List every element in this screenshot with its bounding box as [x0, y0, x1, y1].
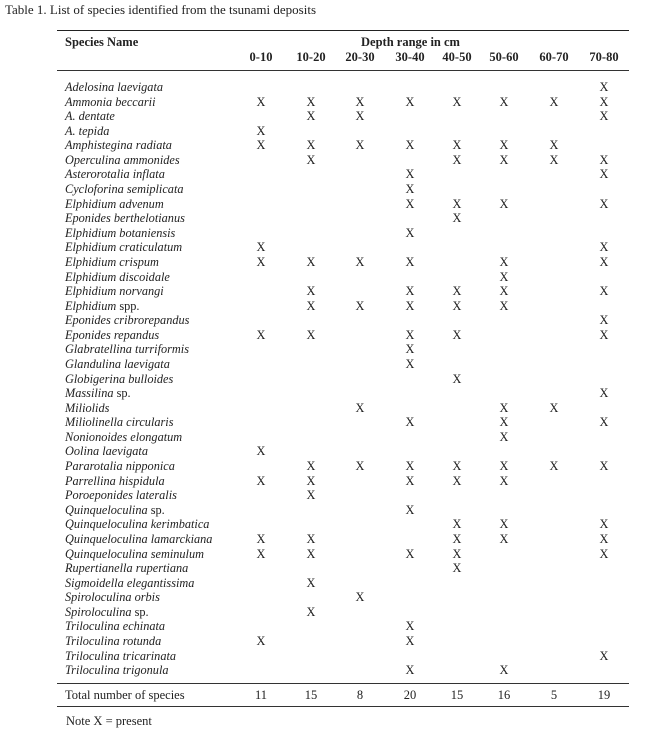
present-mark: X — [549, 152, 559, 167]
species-name — [65, 386, 131, 401]
species-name — [65, 459, 175, 474]
table-row — [57, 109, 629, 124]
total-count: 11 — [254, 687, 268, 702]
present-mark: X — [499, 663, 509, 678]
present-mark: X — [256, 138, 266, 153]
species-scientific-name: A. dentate — [65, 109, 115, 124]
table-row — [57, 634, 629, 649]
present-mark: X — [452, 211, 462, 226]
species-scientific-name: Amphistegina radiata — [65, 138, 172, 153]
table-row — [57, 649, 629, 664]
table-row — [57, 459, 629, 474]
totals-row — [57, 684, 629, 706]
species-rows — [57, 71, 629, 683]
species-scientific-name: Elphidium crispum — [65, 254, 159, 269]
table-row — [57, 226, 629, 241]
present-mark: X — [355, 590, 365, 605]
species-scientific-name: Spiroloculina orbis — [65, 590, 160, 605]
present-mark: X — [599, 415, 609, 430]
species-scientific-name: Spiroloculina — [65, 604, 132, 619]
table-row — [57, 211, 629, 226]
species-name-header: Species Name — [65, 35, 139, 49]
table-row — [57, 401, 629, 416]
species-name — [65, 401, 109, 416]
total-count: 20 — [403, 687, 417, 702]
present-mark: X — [405, 459, 415, 474]
species-scientific-name: Eponides berthelotianus — [65, 211, 185, 226]
species-scientific-name: Triloculina rotunda — [65, 633, 162, 648]
species-name — [65, 80, 163, 95]
table-row — [57, 342, 629, 357]
totals-label: Total number of species — [65, 687, 185, 702]
species-scientific-name: Elphidium craticulatum — [65, 240, 183, 255]
present-mark: X — [256, 240, 266, 255]
present-mark: X — [549, 94, 559, 109]
present-mark: X — [355, 94, 365, 109]
present-mark: X — [405, 473, 415, 488]
table-row — [57, 284, 629, 299]
species-name — [65, 124, 109, 139]
species-scientific-name: Elphidium discoidale — [65, 269, 170, 284]
table-row — [57, 270, 629, 285]
present-mark: X — [405, 327, 415, 342]
species-name — [65, 605, 149, 620]
present-mark: X — [452, 94, 462, 109]
present-mark: X — [405, 298, 415, 313]
present-mark: X — [306, 459, 316, 474]
present-mark: X — [306, 152, 316, 167]
species-name — [65, 430, 182, 445]
depth-column-header: 50-60 — [489, 50, 519, 64]
species-suffix: spp. — [116, 298, 140, 313]
present-mark: X — [405, 196, 415, 211]
present-mark: X — [549, 400, 559, 415]
total-count: 15 — [304, 687, 318, 702]
depth-column-header: 30-40 — [395, 50, 425, 64]
species-scientific-name: Quinqueloculina — [65, 502, 148, 517]
table-row — [57, 328, 629, 343]
species-name — [65, 167, 165, 182]
species-name — [65, 634, 161, 649]
present-mark: X — [405, 546, 415, 561]
present-mark: X — [452, 561, 462, 576]
depth-column-header: 70-80 — [589, 50, 619, 64]
present-mark: X — [405, 225, 415, 240]
present-mark: X — [405, 502, 415, 517]
species-table — [57, 30, 629, 707]
present-mark: X — [452, 298, 462, 313]
present-mark: X — [256, 327, 266, 342]
present-mark: X — [599, 94, 609, 109]
species-scientific-name: Globigerina bulloides — [65, 371, 174, 386]
present-mark: X — [499, 254, 509, 269]
species-name — [65, 619, 165, 634]
table-row — [57, 357, 629, 372]
present-mark: X — [499, 400, 509, 415]
present-mark: X — [499, 298, 509, 313]
table-row — [57, 605, 629, 620]
present-mark: X — [499, 269, 509, 284]
present-mark: X — [306, 327, 316, 342]
table-row — [57, 80, 629, 95]
table-row — [57, 503, 629, 518]
present-mark: X — [599, 254, 609, 269]
present-mark: X — [405, 182, 415, 197]
species-name — [65, 109, 115, 124]
present-mark: X — [405, 663, 415, 678]
present-mark: X — [355, 254, 365, 269]
total-count: 19 — [597, 687, 611, 702]
present-mark: X — [306, 298, 316, 313]
present-mark: X — [499, 152, 509, 167]
present-mark: X — [599, 648, 609, 663]
present-mark: X — [599, 327, 609, 342]
species-scientific-name: Elphidium norvangi — [65, 284, 164, 299]
species-scientific-name: Operculina ammonides — [65, 152, 180, 167]
present-mark: X — [306, 575, 316, 590]
species-name — [65, 474, 165, 489]
species-scientific-name: Triloculina tricarinata — [65, 648, 177, 663]
species-scientific-name: Glandulina laevigata — [65, 356, 170, 371]
species-name — [65, 503, 165, 518]
present-mark: X — [256, 444, 266, 459]
table-row — [57, 372, 629, 387]
present-mark: X — [405, 633, 415, 648]
present-mark: X — [452, 284, 462, 299]
species-scientific-name: Eponides cribrorepandus — [65, 313, 190, 328]
species-scientific-name: Quinqueloculina lamarckiana — [65, 531, 213, 546]
present-mark: X — [499, 138, 509, 153]
species-name — [65, 284, 164, 299]
present-mark: X — [306, 284, 316, 299]
species-scientific-name: Glabratellina turriformis — [65, 342, 190, 357]
table-row — [57, 488, 629, 503]
present-mark: X — [306, 488, 316, 503]
present-mark: X — [499, 284, 509, 299]
present-mark: X — [452, 517, 462, 532]
present-mark: X — [256, 546, 266, 561]
species-name — [65, 211, 185, 226]
table-row — [57, 386, 629, 401]
table-row — [57, 444, 629, 459]
present-mark: X — [599, 531, 609, 546]
species-name — [65, 138, 172, 153]
present-mark: X — [549, 138, 559, 153]
species-scientific-name: A. tepida — [65, 123, 110, 138]
present-mark: X — [355, 400, 365, 415]
table-row — [57, 95, 629, 110]
present-mark: X — [405, 254, 415, 269]
species-scientific-name: Cycloforina semiplicata — [65, 182, 184, 197]
present-mark: X — [452, 371, 462, 386]
table-row — [57, 182, 629, 197]
species-name — [65, 488, 177, 503]
present-mark: X — [599, 459, 609, 474]
species-scientific-name: Oolina laevigata — [65, 444, 148, 459]
species-scientific-name: Quinqueloculina seminulum — [65, 546, 205, 561]
depth-range-header: Depth range in cm — [361, 35, 460, 49]
species-scientific-name: Elphidium botaniensis — [65, 225, 176, 240]
species-name — [65, 444, 148, 459]
species-name — [65, 328, 159, 343]
present-mark: X — [256, 123, 266, 138]
species-scientific-name: Massilina — [65, 386, 114, 401]
species-name — [65, 357, 170, 372]
present-mark: X — [306, 604, 316, 619]
bottom-rule — [57, 706, 629, 707]
species-scientific-name: Sigmoidella elegantissima — [65, 575, 195, 590]
species-suffix: sp. — [113, 386, 131, 401]
present-mark: X — [256, 473, 266, 488]
present-mark: X — [355, 109, 365, 124]
present-mark: X — [405, 167, 415, 182]
species-scientific-name: Miliolinella circularis — [65, 415, 174, 430]
depth-column-header: 60-70 — [539, 50, 569, 64]
present-mark: X — [405, 356, 415, 371]
species-name — [65, 182, 184, 197]
present-mark: X — [355, 298, 365, 313]
species-name — [65, 517, 209, 532]
present-mark: X — [499, 531, 509, 546]
present-mark: X — [599, 196, 609, 211]
present-mark: X — [452, 473, 462, 488]
table-note: Note X = present — [66, 714, 152, 728]
present-mark: X — [599, 517, 609, 532]
present-mark: X — [499, 473, 509, 488]
table-caption: Table 1. List of species identified from the tsunami deposits — [5, 2, 317, 17]
depth-column-header: 40-50 — [442, 50, 472, 64]
present-mark: X — [599, 386, 609, 401]
species-name — [65, 532, 212, 547]
present-mark: X — [306, 138, 316, 153]
present-mark: X — [405, 342, 415, 357]
table-row — [57, 299, 629, 314]
species-scientific-name: Ammonia beccarii — [65, 94, 156, 109]
species-name — [65, 197, 164, 212]
present-mark: X — [405, 138, 415, 153]
present-mark: X — [452, 138, 462, 153]
present-mark: X — [499, 429, 509, 444]
present-mark: X — [306, 109, 316, 124]
present-mark: X — [405, 619, 415, 634]
present-mark: X — [355, 459, 365, 474]
present-mark: X — [499, 94, 509, 109]
species-scientific-name: Asterorotalia inflata — [65, 167, 165, 182]
table-row — [57, 561, 629, 576]
species-name — [65, 415, 174, 430]
present-mark: X — [256, 531, 266, 546]
species-suffix: sp. — [131, 604, 149, 619]
present-mark: X — [499, 196, 509, 211]
present-mark: X — [256, 633, 266, 648]
species-scientific-name: Eponides repandus — [65, 327, 160, 342]
depth-column-header: 0-10 — [249, 50, 273, 64]
present-mark: X — [599, 546, 609, 561]
table-row — [57, 547, 629, 562]
species-name — [65, 270, 170, 285]
present-mark: X — [599, 167, 609, 182]
table-row — [57, 313, 629, 328]
table-row — [57, 138, 629, 153]
table-row — [57, 430, 629, 445]
present-mark: X — [306, 531, 316, 546]
species-name — [65, 561, 188, 576]
species-name — [65, 299, 139, 314]
species-scientific-name: Adelosina laevigata — [65, 80, 164, 94]
present-mark: X — [405, 94, 415, 109]
present-mark: X — [599, 313, 609, 328]
species-name — [65, 240, 182, 255]
species-scientific-name: Rupertianella rupertiana — [65, 561, 189, 576]
present-mark: X — [405, 415, 415, 430]
table-row — [57, 415, 629, 430]
table-row — [57, 619, 629, 634]
present-mark: X — [306, 473, 316, 488]
present-mark: X — [452, 196, 462, 211]
present-mark: X — [306, 546, 316, 561]
present-mark: X — [355, 138, 365, 153]
present-mark: X — [452, 531, 462, 546]
total-count: 5 — [550, 687, 558, 702]
present-mark: X — [599, 284, 609, 299]
table-row — [57, 167, 629, 182]
table-row — [57, 663, 629, 678]
present-mark: X — [599, 240, 609, 255]
table-row — [57, 153, 629, 168]
present-mark: X — [256, 94, 266, 109]
present-mark: X — [499, 517, 509, 532]
species-name — [65, 576, 194, 591]
total-count: 16 — [497, 687, 511, 702]
species-scientific-name: Poroeponides lateralis — [65, 488, 177, 503]
present-mark: X — [452, 459, 462, 474]
depth-column-header: 20-30 — [345, 50, 375, 64]
table-row — [57, 474, 629, 489]
species-name — [65, 649, 176, 664]
species-scientific-name: Miliolids — [65, 400, 110, 415]
species-scientific-name: Triloculina trigonula — [65, 663, 169, 678]
species-scientific-name: Triloculina echinata — [65, 619, 166, 634]
table-row — [57, 124, 629, 139]
species-name — [65, 590, 160, 605]
table-row — [57, 532, 629, 547]
species-name — [65, 313, 189, 328]
table-row — [57, 255, 629, 270]
species-name — [65, 342, 189, 357]
present-mark: X — [499, 415, 509, 430]
species-name — [65, 255, 159, 270]
table-row — [57, 197, 629, 212]
present-mark: X — [549, 459, 559, 474]
species-scientific-name: Nonionoides elongatum — [65, 429, 183, 444]
species-name — [65, 226, 175, 241]
table-row — [57, 240, 629, 255]
present-mark: X — [306, 94, 316, 109]
present-mark: X — [452, 546, 462, 561]
total-count: 15 — [450, 687, 464, 702]
species-suffix: sp. — [147, 502, 165, 517]
present-mark: X — [306, 254, 316, 269]
table-row — [57, 590, 629, 605]
species-scientific-name: Quinqueloculina kerimbatica — [65, 517, 210, 532]
present-mark: X — [256, 254, 266, 269]
species-name — [65, 372, 173, 387]
present-mark: X — [405, 284, 415, 299]
table-row — [57, 517, 629, 532]
depth-column-header: 10-20 — [296, 50, 326, 64]
total-count: 8 — [356, 687, 364, 702]
species-scientific-name: Elphidium — [65, 298, 117, 313]
present-mark: X — [599, 80, 609, 94]
species-name — [65, 153, 180, 168]
species-name — [65, 663, 169, 678]
species-scientific-name: Elphidium advenum — [65, 196, 164, 211]
present-mark: X — [452, 152, 462, 167]
species-name — [65, 95, 156, 110]
species-name — [65, 547, 204, 562]
table-row — [57, 576, 629, 591]
present-mark: X — [599, 109, 609, 124]
header-row-1 — [57, 31, 629, 48]
present-mark: X — [452, 327, 462, 342]
depth-columns-header — [57, 48, 629, 70]
species-scientific-name: Parrellina hispidula — [65, 473, 165, 488]
present-mark: X — [499, 459, 509, 474]
species-scientific-name: Pararotalia nipponica — [65, 459, 175, 474]
present-mark: X — [599, 152, 609, 167]
